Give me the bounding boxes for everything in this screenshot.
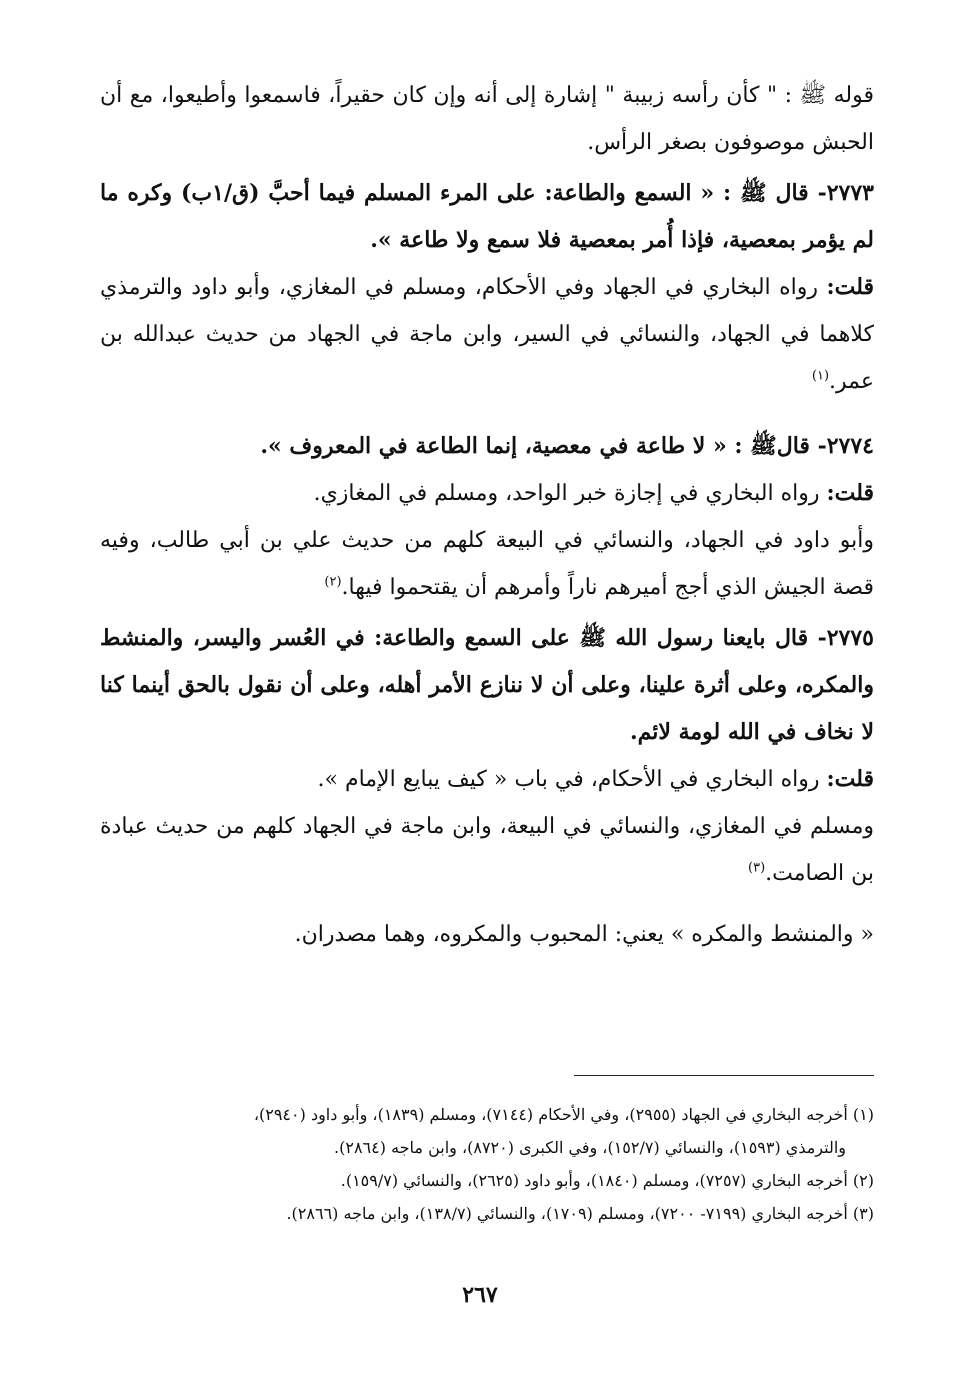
hadith-2775: ٢٧٧٥- قال بايعنا رسول الله ﷺ على السمع والطاعة: في العُسر واليسر، والمنشط والمكره، وعلى أثرة علينا، وعلى أن لا ننازع الأمر أهله، وعلى أن نقول بالحق أينما كنا لا نخاف في الله لومة لائم. [100,625,874,745]
footnote-1-line-1: (١) أخرجه البخاري في الجهاد (٢٩٥٥)، وفي الأحكام (٧١٤٤)، ومسلم (١٨٣٩)، وأبو داود (٢٩٤٠)، [253,1105,874,1124]
footnote-2: (٢) أخرجه البخاري (٧٢٥٧)، ومسلم (١٨٤٠)، وأبو داود (٢٦٢٥)، والنسائي (١٥٩/٧). [340,1171,874,1190]
qult-label: قلت: [826,766,874,792]
takhrij-text: وأبو داود في الجهاد، والنسائي في البيعة كلهم من حديث علي بن أبي طالب، وفيه قصة الجيش الذي أجج أميرهم ناراً وأمرهم أن يقتحموا فيها. [100,528,874,600]
takhrij-text: رواه البخاري في الجهاد وفي الأحكام، ومسلم في المغازي، وأبو داود والترمذي كلاهما في الجهاد، والنسائي في السير، وابن ماجة في الجهاد من حديث عبدالله بن عمر. [100,275,874,394]
commentary-paragraph: قوله ﷺ : " كأن رأسه زبيبة " إشارة إلى أنه وإن كان حقيراً، فاسمعوا وأطيعوا، مع أن الحبش موصوفون بصغر الرأس. [100,83,874,155]
footnote-3: (٣) أخرجه البخاري (٧١٩٩- ٧٢٠٠)، ومسلم (١٧٠٩)، والنسائي (١٣٨/٧)، وابن ماجه (٢٨٦٦). [286,1204,874,1223]
footnote-ref-1: (١) [811,368,830,384]
footnote-ref-3: (٣) [748,860,766,876]
page-body [100,72,874,958]
takhrij-text: رواه البخاري في إجازة خبر الواحد، ومسلم في المغازي. [313,481,827,506]
takhrij-2774-continued [100,517,874,611]
takhrij-2773 [100,264,874,405]
footnotes [100,1098,874,1230]
qult-label: قلت: [826,480,874,506]
takhrij-2775 [100,756,874,803]
glossary-note: « والمنشط والمكره » يعني: المحبوب والمكروه، وهما مصدران. [294,922,874,947]
takhrij-text: رواه البخاري في الأحكام، في باب « كيف يبايع الإمام ». [317,767,827,792]
takhrij-text: ومسلم في المغازي، والنسائي في البيعة، وابن ماجة في الجهاد كلهم من حديث عبادة بن الصامت. [100,814,874,886]
footnote-1-line-2: والترمذي (١٥٩٣)، والنسائي (١٥٢/٧)، وفي الكبرى (٨٧٢٠)، وابن ماجه (٢٨٦٤). [334,1138,846,1157]
hadith-2774: ٢٧٧٤- قالﷺ : « لا طاعة في معصية، إنما الطاعة في المعروف ». [260,433,874,459]
footnote-ref-2: (٢) [324,574,342,590]
takhrij-2774 [100,470,874,517]
hadith-2773: ٢٧٧٣- قال ﷺ : « السمع والطاعة: على المرء المسلم فيما أحبَّ (ق/١ب) وكره ما لم يؤمر بمعصية، فإذا أُمر بمعصية فلا سمع ولا طاعة ». [100,180,874,253]
takhrij-2775-continued [100,803,874,897]
footnote-divider [574,1075,874,1076]
qult-label: قلت: [826,274,874,300]
page-number: ٢٦٧ [462,1282,498,1308]
